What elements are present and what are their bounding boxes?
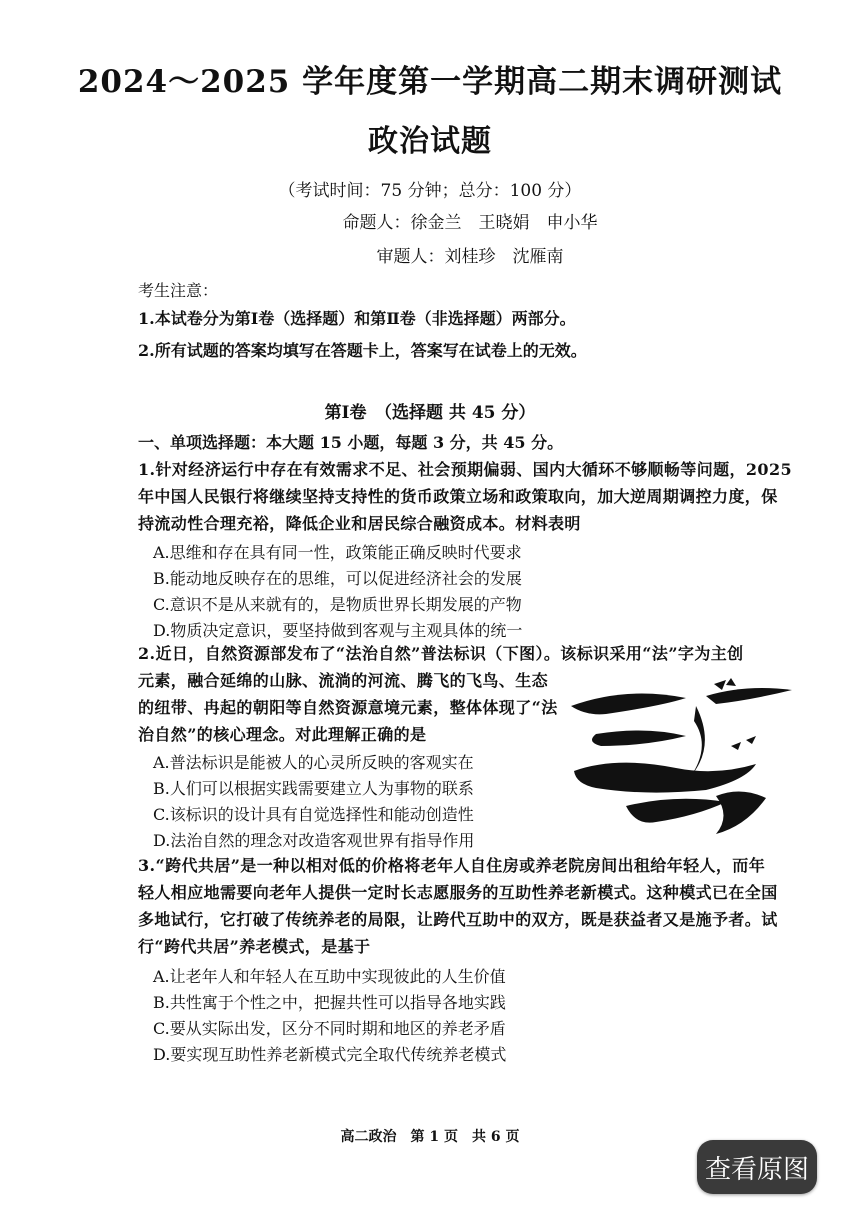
question-line: 元素，融合延绵的山脉、流淌的河流、腾飞的飞鸟、生态 xyxy=(138,671,549,690)
question-line: 3.“跨代共居”是一种以相对低的价格将老年人自住房或养老院房间出租给年轻人，而年 xyxy=(138,856,766,875)
question-1-option-c: C.意识不是从来就有的，是物质世界长期发展的产物 xyxy=(153,595,522,614)
question-1-stem xyxy=(138,456,818,537)
question-line: 1.针对经济运行中存在有效需求不足、社会预期偏弱、国内大循环不够顺畅等问题，2025 xyxy=(138,460,793,479)
question-line: 治自然”的核心理念。对此理解正确的是 xyxy=(138,725,427,744)
exam-title: 2024～2025 学年度第一学期高二期末调研测试 xyxy=(77,64,783,100)
note-item: 1.本试卷分为第Ⅰ卷（选择题）和第Ⅱ卷（非选择题）两部分。 xyxy=(138,309,576,328)
question-2-option-d: D.法治自然的理念对改造客观世界有指导作用 xyxy=(153,831,475,850)
exam-reviewers: 审题人：刘桂珍 沈雁南 xyxy=(376,247,564,267)
section-instruction: 一、单项选择题：本大题 15 小题，每题 3 分，共 45 分。 xyxy=(138,433,564,452)
section-title: 第Ⅰ卷 （选择题 共 45 分） xyxy=(324,403,536,423)
question-line: 的纽带、冉起的朝阳等自然资源意境元素，整体体现了“法 xyxy=(138,698,558,717)
question-3-option-d: D.要实现互助性养老新模式完全取代传统养老模式 xyxy=(153,1045,507,1064)
question-3-option-c: C.要从实际出发，区分不同时期和地区的养老矛盾 xyxy=(153,1019,506,1038)
question-line: 持流动性合理充裕，降低企业和居民综合融资成本。材料表明 xyxy=(138,514,581,533)
question-2-option-c: C.该标识的设计具有自觉选择性和能动创造性 xyxy=(153,805,474,824)
question-1-option-b: B.能动地反映存在的思维，可以促进经济社会的发展 xyxy=(153,569,522,588)
exam-subtitle: 政治试题 xyxy=(368,124,492,159)
question-3-stem xyxy=(138,852,818,960)
view-original-button[interactable]: 查看原图 xyxy=(697,1140,817,1194)
question-line: 多地试行，它打破了传统养老的局限，让跨代互助中的双方，既是获益者又是施予者。试 xyxy=(138,910,778,929)
page-footer: 高二政治 第 1 页 共 6 页 xyxy=(340,1129,520,1145)
exam-authors: 命题人：徐金兰 王晓娟 申小华 xyxy=(342,213,598,233)
question-line: 年中国人民银行将继续坚持支持性的货币政策立场和政策取向，加大逆周期调控力度，保 xyxy=(138,487,778,506)
question-3-option-a: A.让老年人和年轻人在互助中实现彼此的人生价值 xyxy=(153,967,506,986)
notes-heading: 考生注意： xyxy=(138,281,219,300)
question-1-option-a: A.思维和存在具有同一性，政策能正确反映时代要求 xyxy=(153,543,522,562)
question-2-option-b: B.人们可以根据实践需要建立人为事物的联系 xyxy=(153,779,474,798)
question-line: 轻人相应地需要向老年人提供一定时长志愿服务的互助性养老新模式。这种模式已在全国 xyxy=(138,883,778,902)
question-line: 2.近日，自然资源部发布了“法治自然”普法标识（下图）。该标识采用“法”字为主创 xyxy=(138,644,744,663)
fazhi-ziran-logo-image xyxy=(566,676,796,838)
question-2-option-a: A.普法标识是能被人的心灵所反映的客观实在 xyxy=(153,753,474,772)
question-line: 行“跨代共居”养老模式，是基于 xyxy=(138,937,371,956)
note-item: 2.所有试题的答案均填写在答题卡上，答案写在试卷上的无效。 xyxy=(138,341,587,360)
exam-info: （考试时间：75 分钟；总分：100 分） xyxy=(278,181,582,201)
question-3-option-b: B.共性寓于个性之中，把握共性可以指导各地实践 xyxy=(153,993,506,1012)
question-1-option-d: D.物质决定意识，要坚持做到客观与主观具体的统一 xyxy=(153,621,523,640)
